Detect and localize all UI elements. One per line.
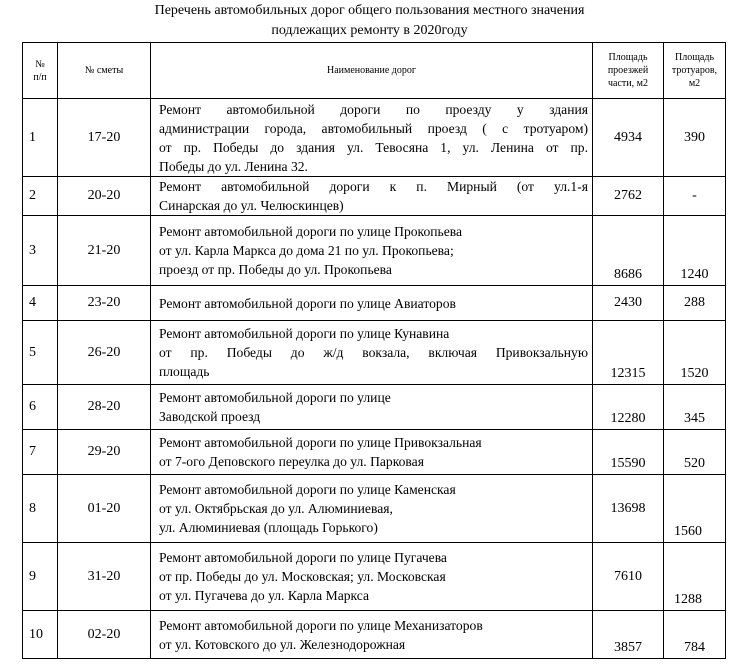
row-road-name: Ремонт автомобильной дороги по улице Механизаторов от ул. Котовского до ул. Железнодорожная	[151, 611, 593, 659]
row-smeta: 31-20	[58, 543, 151, 611]
row-road-area: 4934	[593, 99, 664, 177]
table-row	[23, 611, 726, 659]
row-smeta: 01-20	[58, 475, 151, 543]
row-number: 5	[23, 321, 58, 385]
row-road-name: Ремонт автомобильной дороги по улице Привокзальная от 7-ого Деповского переулка до ул. Парковая	[151, 430, 593, 475]
row-sidewalk-area: 784	[664, 611, 726, 659]
row-sidewalk-area: 288	[664, 286, 726, 321]
table-row	[23, 475, 726, 543]
roads-table	[22, 42, 726, 659]
row-number: 10	[23, 611, 58, 659]
header-smeta: № сметы	[58, 43, 151, 99]
row-road-area: 3857	[593, 611, 664, 659]
row-smeta: 21-20	[58, 216, 151, 286]
row-road-name: Ремонт автомобильной дороги к п. Мирный (от ул.1-я Синарская до ул. Челюскинцев)	[151, 177, 593, 216]
row-smeta: 26-20	[58, 321, 151, 385]
table-row	[23, 177, 726, 216]
row-smeta: 29-20	[58, 430, 151, 475]
row-road-area: 2762	[593, 177, 664, 216]
table-row	[23, 321, 726, 385]
row-number: 1	[23, 99, 58, 177]
row-road-area: 15590	[593, 430, 664, 475]
row-road-area: 13698	[593, 475, 664, 543]
row-sidewalk-area: 1288	[664, 543, 726, 611]
row-sidewalk-area: 1560	[664, 475, 726, 543]
row-smeta: 02-20	[58, 611, 151, 659]
table-row	[23, 99, 726, 177]
row-sidewalk-area: -	[664, 177, 726, 216]
row-road-name: Ремонт автомобильной дороги по улице Пугачева от пр. Победы до ул. Московская; ул. Московская от ул. Пугачева до ул. Карла Маркса	[151, 543, 593, 611]
row-number: 9	[23, 543, 58, 611]
header-road-name: Наименование дорог	[151, 43, 593, 99]
row-road-area: 12280	[593, 385, 664, 430]
header-sidewalk-area: Площадь тротуаров, м2	[664, 43, 726, 99]
table-row	[23, 286, 726, 321]
row-smeta: 17-20	[58, 99, 151, 177]
table-row	[23, 216, 726, 286]
row-number: 6	[23, 385, 58, 430]
row-road-area: 8686	[593, 216, 664, 286]
row-sidewalk-area: 520	[664, 430, 726, 475]
table-row	[23, 543, 726, 611]
row-road-name: Ремонт автомобильной дороги по улице Кунавина от пр. Победы до ж/д вокзала, включая Привокзальную площадь	[151, 321, 593, 385]
row-road-name: Ремонт автомобильной дороги по улице Авиаторов	[151, 286, 593, 321]
row-number: 8	[23, 475, 58, 543]
row-road-name: Ремонт автомобильной дороги по улице Заводской проезд	[151, 385, 593, 430]
row-number: 4	[23, 286, 58, 321]
row-number: 2	[23, 177, 58, 216]
row-sidewalk-area: 1520	[664, 321, 726, 385]
table-header-row	[23, 43, 726, 99]
row-number: 7	[23, 430, 58, 475]
header-road-area: Площадь проезжей части, м2	[593, 43, 664, 99]
row-smeta: 20-20	[58, 177, 151, 216]
row-road-area: 2430	[593, 286, 664, 321]
row-road-area: 7610	[593, 543, 664, 611]
table-row	[23, 385, 726, 430]
table-row	[23, 430, 726, 475]
document-title-line-1: Перечень автомобильных дорог общего пользования местного значения	[154, 3, 585, 18]
document-title-line-2: подлежащих ремонту в 2020году	[271, 23, 468, 38]
row-road-name: Ремонт автомобильной дороги по улице Прокопьева от ул. Карла Маркса до дома 21 по ул. Прокопьева; проезд от пр. Победы до ул. Прокопьева	[151, 216, 593, 286]
row-number: 3	[23, 216, 58, 286]
row-smeta: 23-20	[58, 286, 151, 321]
row-sidewalk-area: 1240	[664, 216, 726, 286]
row-sidewalk-area: 345	[664, 385, 726, 430]
row-road-area: 12315	[593, 321, 664, 385]
row-road-name: Ремонт автомобильной дороги по проезду у здания администрации города, автомобильный проезд ( с тротуаром) от пр. Победы до здания ул. Тевосяна 1, ул. Ленина от пр. Победы до ул. Ленина 32.	[151, 99, 593, 177]
header-num: № п/п	[23, 43, 58, 99]
row-smeta: 28-20	[58, 385, 151, 430]
row-sidewalk-area: 390	[664, 99, 726, 177]
row-road-name: Ремонт автомобильной дороги по улице Каменская от ул. Октябрьская до ул. Алюминиевая, ул. Алюминиевая (площадь Горького)	[151, 475, 593, 543]
